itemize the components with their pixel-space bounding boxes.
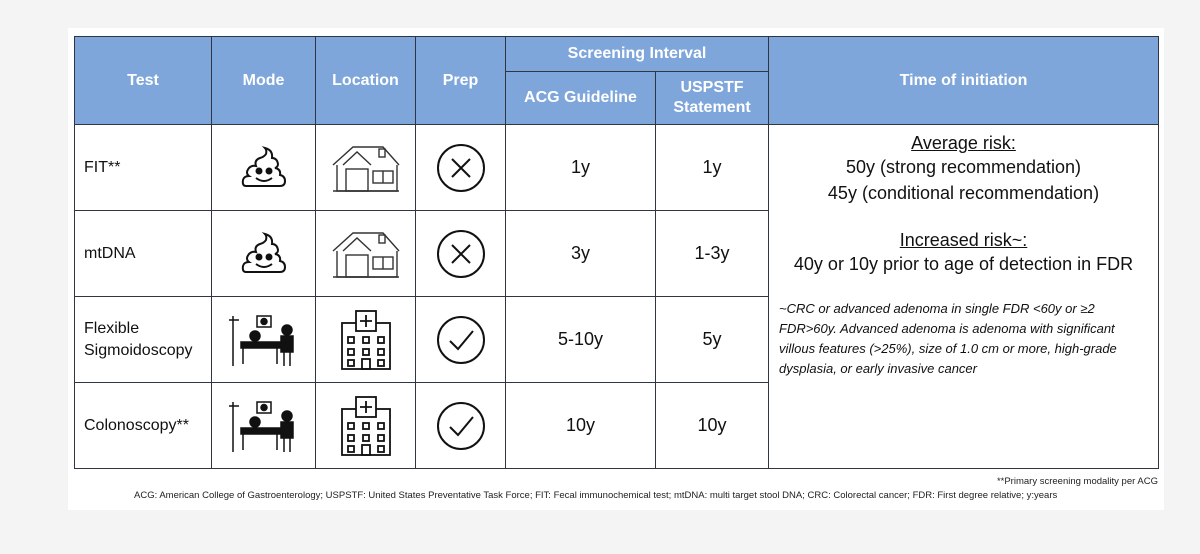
increased-risk-line: 40y or 10y prior to age of detection in FDR <box>793 254 1134 274</box>
house-icon <box>331 143 401 193</box>
procedure-bed-icon <box>227 312 301 368</box>
increased-risk-heading: Increased risk~: <box>899 230 1028 250</box>
check-circle-icon <box>436 315 486 365</box>
stool-icon <box>240 146 288 190</box>
screening-table <box>74 36 1159 469</box>
abbreviations-footnote: ACG: American College of Gastroenterology; USPSTF: United States Preventative Task Force; FIT: Fecal immunochemical test; mtDNA: multi target stool DNA; CRC: Colorectal cancer; FDR: First degree relative; y:years <box>134 490 1058 501</box>
check-circle-icon <box>436 401 486 451</box>
hospital-icon <box>338 309 394 371</box>
header-time-of-initiation: Time of initiation <box>769 37 1159 125</box>
header-test: Test <box>75 37 212 125</box>
average-risk-heading: Average risk: <box>911 133 1016 153</box>
test-name: Colonoscopy** <box>75 383 212 469</box>
x-circle-icon <box>436 143 486 193</box>
test-name: Flexible Sigmoidoscopy <box>75 297 212 383</box>
header-screening-interval: Screening Interval <box>506 37 769 72</box>
average-risk-line: 45y (conditional recommendation) <box>827 183 1100 203</box>
time-of-initiation-cell <box>769 125 1159 469</box>
acg-interval: 3y <box>506 211 656 297</box>
stool-icon <box>240 232 288 276</box>
table-row <box>75 125 1159 211</box>
header-location: Location <box>316 37 416 125</box>
header-uspstf: USPSTF Statement <box>656 72 769 125</box>
risk-footnote: ~CRC or advanced adenoma in single FDR <60y or ≥2 FDR>60y. Advanced adenoma is adenoma with significant villous features (>25%), size of 1.0 cm or more, high-grade dysplasia, or early invasive cancer <box>779 301 1117 376</box>
acg-interval: 10y <box>506 383 656 469</box>
acg-interval: 1y <box>506 125 656 211</box>
uspstf-interval: 1-3y <box>656 211 769 297</box>
hospital-icon <box>338 395 394 457</box>
test-name: FIT** <box>75 125 212 211</box>
primary-modality-footnote: **Primary screening modality per ACG <box>996 476 1158 487</box>
header-acg: ACG Guideline <box>506 72 656 125</box>
house-icon <box>331 229 401 279</box>
header-prep: Prep <box>416 37 506 125</box>
header-mode: Mode <box>212 37 316 125</box>
uspstf-interval: 1y <box>656 125 769 211</box>
uspstf-interval: 10y <box>656 383 769 469</box>
test-name: mtDNA <box>75 211 212 297</box>
uspstf-interval: 5y <box>656 297 769 383</box>
x-circle-icon <box>436 229 486 279</box>
procedure-bed-icon <box>227 398 301 454</box>
acg-interval: 5-10y <box>506 297 656 383</box>
average-risk-line: 50y (strong recommendation) <box>845 157 1082 177</box>
